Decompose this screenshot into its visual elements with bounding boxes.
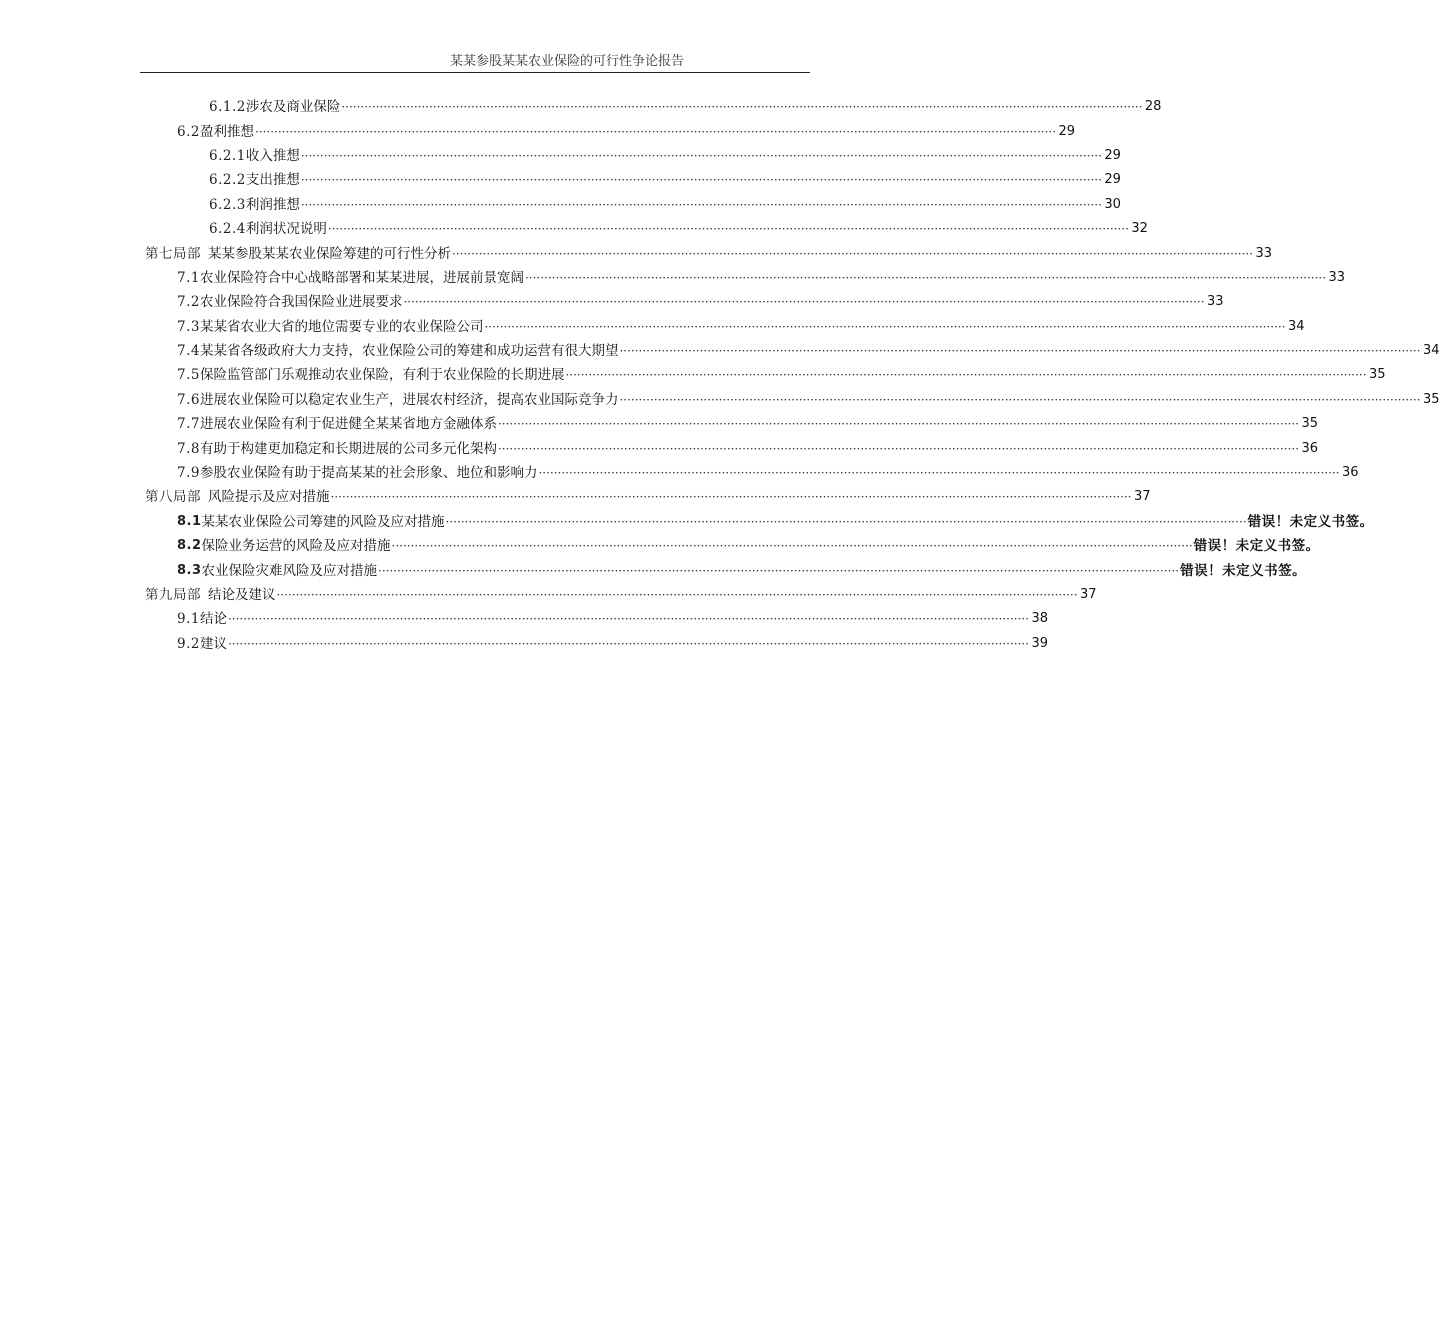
toc-entry-page-number: 34 — [1422, 343, 1440, 359]
toc-entry-error-text: 错误！未定义书签。 — [1193, 538, 1320, 555]
toc-dot-leader — [403, 294, 1204, 310]
toc-entry-title: 有助于构建更加稳定和长期进展的公司多元化架构 — [199, 440, 497, 457]
toc-dot-leader — [498, 441, 1299, 457]
toc-dot-leader — [331, 489, 1132, 505]
toc-entry-title: 进展农业保险可以稳定农业生产，进展农村经济，提高农业国际竞争力 — [199, 391, 619, 408]
toc-entry[interactable] — [145, 558, 1307, 582]
toc-entry-number: 6.2.4 — [209, 221, 246, 238]
toc-entry-title: 涉农及商业保险 — [245, 99, 341, 116]
toc-entry-number: 6.2 — [177, 123, 200, 140]
toc-entry-number: 8.2 — [177, 538, 202, 554]
toc-entry-number: 9.2 — [177, 635, 200, 652]
toc-dot-leader — [301, 172, 1102, 188]
toc-dot-leader — [619, 343, 1420, 359]
toc-dot-leader — [565, 367, 1366, 383]
toc-entry[interactable] — [145, 632, 1049, 656]
toc-entry-number: 7.4 — [177, 343, 200, 360]
toc-entry[interactable] — [145, 95, 1162, 119]
toc-entry-title: 结论 — [199, 611, 227, 628]
toc-entry-title: 进展农业保险有利于促进健全某某省地方金融体系 — [199, 416, 497, 433]
toc-entry-page-number: 29 — [1104, 147, 1121, 163]
toc-dot-leader — [484, 319, 1285, 335]
toc-entry-page-number: 35 — [1368, 367, 1386, 383]
toc-entry-number: 8.1 — [177, 513, 202, 529]
toc-dot-leader — [341, 99, 1142, 115]
toc-dot-leader — [525, 270, 1326, 286]
toc-entry-title: 建议 — [199, 635, 227, 652]
toc-entry-number: 7.7 — [177, 416, 200, 433]
toc-entry[interactable] — [145, 607, 1049, 631]
toc-entry[interactable] — [145, 485, 1151, 509]
toc-entry-page-number: 33 — [1206, 294, 1224, 310]
toc-entry-number: 8.3 — [177, 562, 202, 578]
toc-dot-leader — [619, 392, 1420, 408]
toc-entry-title: 利润状况说明 — [245, 221, 327, 238]
toc-entry-number: 7.3 — [177, 318, 200, 335]
toc-entry[interactable] — [145, 217, 1148, 241]
toc-entry[interactable] — [145, 436, 1319, 460]
toc-entry-title: 支出推想 — [245, 172, 300, 189]
toc-entry-number: 7.8 — [177, 440, 200, 457]
toc-dot-leader — [392, 538, 1193, 554]
toc-entry[interactable] — [145, 241, 1273, 265]
toc-entry-number: 6.2.1 — [209, 147, 246, 164]
toc-entry-number: 6.2.3 — [209, 196, 246, 213]
toc-entry-number: 6.1.2 — [209, 99, 246, 116]
toc-entry-page-number: 33 — [1328, 269, 1346, 285]
page-header — [140, 52, 810, 73]
toc-entry-page-number: 29 — [1058, 123, 1076, 139]
toc-dot-leader — [228, 611, 1029, 627]
toc-entry-page-number: 37 — [1080, 587, 1097, 602]
toc-entry-title: 盈利推想 — [199, 123, 254, 140]
toc-dot-leader — [328, 221, 1129, 237]
toc-entry-page-number: 30 — [1104, 196, 1121, 212]
toc-dot-leader — [452, 246, 1253, 262]
toc-dot-leader — [378, 563, 1179, 579]
toc-entry-page-number: 32 — [1131, 221, 1148, 237]
toc-entry[interactable] — [145, 534, 1320, 558]
toc-entry-title: 参股农业保险有助于提高某某的社会形象、地位和影响力 — [199, 465, 538, 482]
toc-entry[interactable] — [145, 461, 1359, 485]
toc-entry[interactable] — [145, 144, 1121, 168]
toc-entry-number: 第九局部 — [145, 587, 201, 603]
toc-entry[interactable] — [145, 315, 1305, 339]
toc-entry[interactable] — [145, 583, 1097, 607]
toc-entry-title: 保险监管部门乐观推动农业保险，有利于农业保险的长期进展 — [199, 367, 565, 384]
toc-dot-leader — [228, 636, 1029, 652]
header-title: 某某参股某某农业保险的可行性争论报告 — [449, 54, 684, 69]
toc-entry-title: 收入推想 — [245, 147, 300, 164]
toc-entry[interactable] — [145, 193, 1121, 217]
toc-entry-title: 结论及建议 — [208, 587, 276, 603]
toc-entry-title: 保险业务运营的风险及应对措施 — [201, 538, 391, 555]
toc-entry[interactable] — [145, 266, 1346, 290]
toc-entry-error-text: 错误！未定义书签。 — [1180, 562, 1307, 579]
toc-entry-number: 7.1 — [177, 269, 200, 286]
toc-dot-leader — [301, 197, 1102, 213]
toc-entry[interactable] — [145, 510, 1374, 534]
toc-dot-leader — [538, 465, 1339, 481]
toc-entry[interactable] — [145, 412, 1319, 436]
toc-entry[interactable] — [145, 339, 1440, 363]
toc-dot-leader — [255, 124, 1056, 140]
toc-dot-leader — [277, 587, 1078, 603]
toc-entry[interactable] — [145, 168, 1121, 192]
toc-entry-page-number: 34 — [1287, 318, 1305, 334]
toc-entry-error-text: 错误！未定义书签。 — [1247, 513, 1374, 530]
toc-entry-page-number: 29 — [1104, 172, 1121, 188]
toc-entry[interactable] — [145, 119, 1076, 143]
toc-entry-page-number: 38 — [1031, 611, 1049, 627]
toc-entry-number: 第七局部 — [145, 245, 201, 262]
toc-dot-leader — [498, 416, 1299, 432]
toc-entry-page-number: 35 — [1422, 391, 1440, 407]
toc-entry-number: 第八局部 — [145, 489, 201, 506]
toc-entry-title: 某某农业保险公司筹建的风险及应对措施 — [201, 513, 445, 530]
toc-dot-leader — [446, 514, 1247, 530]
toc-entry[interactable] — [145, 290, 1224, 314]
toc-entry-title: 某某省农业大省的地位需要专业的农业保险公司 — [199, 318, 484, 335]
toc-entry-page-number: 39 — [1031, 635, 1049, 651]
toc-entry-page-number: 36 — [1301, 440, 1319, 456]
toc-entry-page-number: 35 — [1301, 416, 1319, 432]
toc-entry-number: 7.2 — [177, 294, 200, 311]
toc-entry[interactable] — [145, 388, 1440, 412]
toc-entry-number: 6.2.2 — [209, 172, 246, 189]
table-of-contents — [145, 95, 1440, 656]
toc-entry-page-number: 37 — [1134, 489, 1151, 505]
toc-entry-number: 7.9 — [177, 465, 200, 482]
toc-entry-title: 风险提示及应对措施 — [208, 489, 330, 506]
toc-entry-number: 7.6 — [177, 391, 200, 408]
toc-entry-page-number: 33 — [1255, 245, 1273, 261]
toc-dot-leader — [301, 148, 1102, 164]
toc-entry-title: 农业保险灾难风险及应对措施 — [201, 562, 378, 579]
toc-entry-number: 7.5 — [177, 367, 200, 384]
toc-entry-title: 某某省各级政府大力支持，农业保险公司的筹建和成功运营有很大期望 — [199, 343, 619, 360]
toc-entry[interactable] — [145, 363, 1386, 387]
toc-entry-page-number: 28 — [1144, 99, 1162, 115]
toc-entry-title: 某某参股某某农业保险筹建的可行性分析 — [208, 245, 451, 262]
toc-entry-number: 9.1 — [177, 611, 200, 628]
toc-entry-title: 农业保险符合我国保险业进展要求 — [199, 294, 403, 311]
toc-entry-page-number: 36 — [1341, 465, 1359, 481]
toc-entry-title: 利润推想 — [245, 196, 300, 213]
toc-entry-title: 农业保险符合中心战略部署和某某进展，进展前景宽阔 — [199, 269, 524, 286]
